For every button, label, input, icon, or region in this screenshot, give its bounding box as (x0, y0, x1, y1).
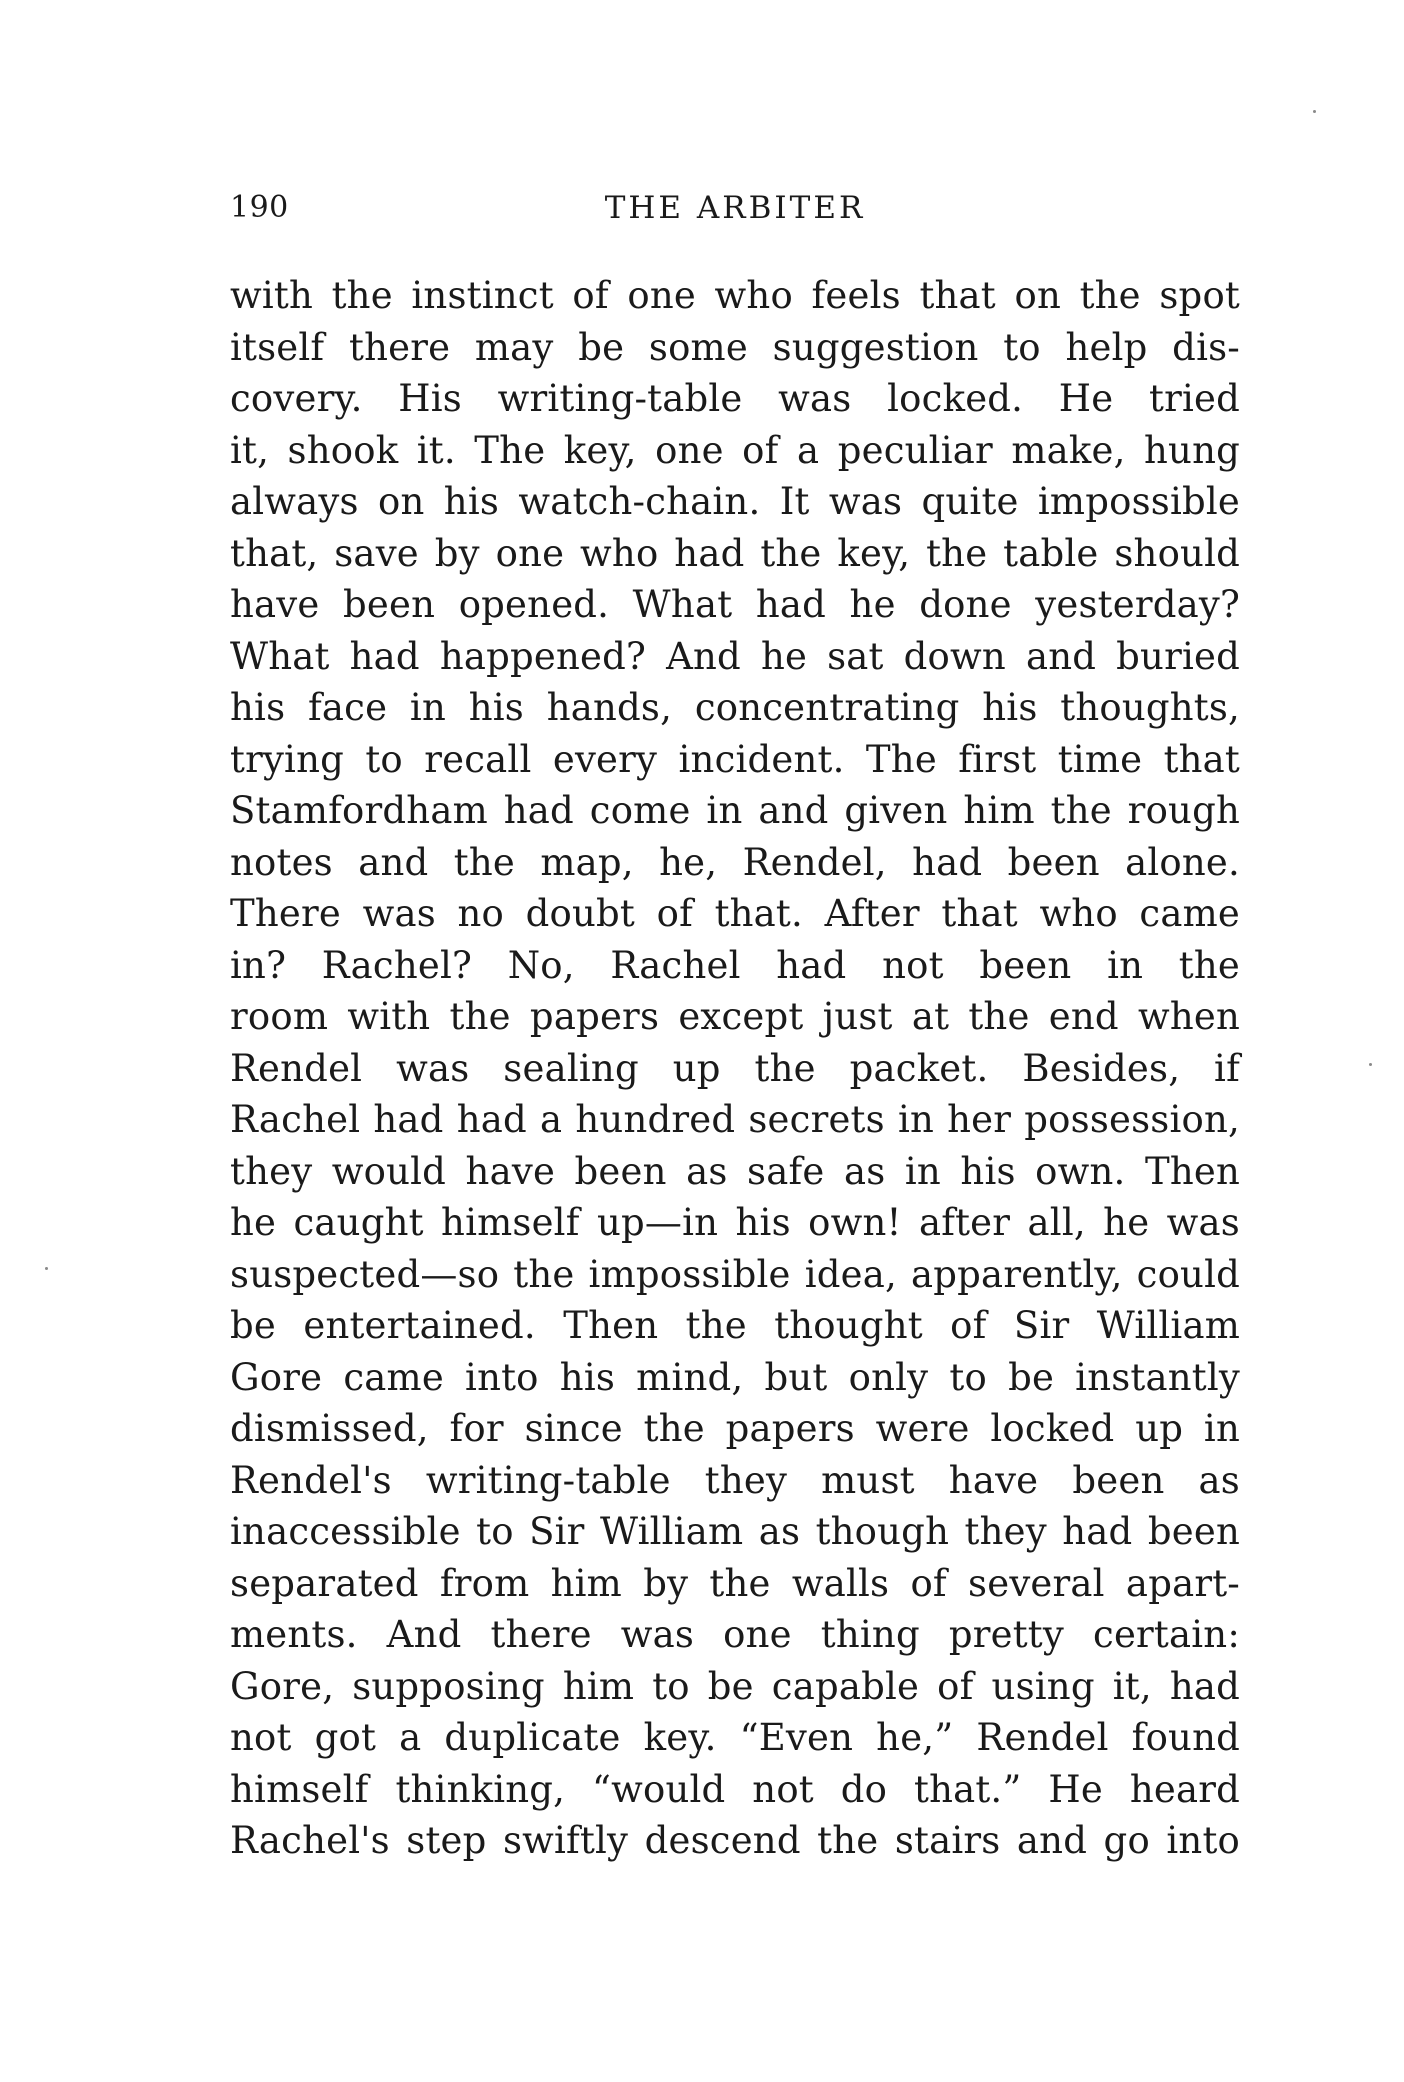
body-text (230, 270, 1240, 1867)
text-line: Gore came into his mind, but only to be instantly (230, 1355, 1240, 1399)
text-line: There was no doubt of that. After that who came (230, 892, 1240, 935)
running-title: THE ARBITER (604, 190, 866, 226)
text-line: Rachel had had a hundred secrets in her possession, (230, 1098, 1240, 1141)
running-head (230, 190, 1240, 230)
text-line: inaccessible to Sir William as though they had been (230, 1510, 1240, 1553)
text-line: his face in his hands, concentrating his thoughts, (230, 686, 1240, 729)
paper-speck (1313, 110, 1316, 113)
text-line: he caught himself up—in his own! after all, he was (230, 1201, 1240, 1244)
text-line: room with the papers except just at the end when (230, 995, 1240, 1038)
text-line: with the instinct of one who feels that on the spot (230, 274, 1240, 317)
text-line: What had happened? And he sat down and buried (230, 634, 1240, 678)
text-line: notes and the map, he, Rendel, had been alone. (230, 840, 1240, 884)
text-line: not got a duplicate key. “Even he,” Rendel found (230, 1716, 1240, 1759)
text-line: always on his watch-chain. It was quite impossible (230, 480, 1240, 523)
text-line: suspected—so the impossible idea, apparently, could (230, 1252, 1240, 1296)
text-line: separated from him by the walls of several apart- (230, 1561, 1240, 1605)
text-line: Rachel's step swiftly descend the stairs and go into (230, 1819, 1240, 1862)
text-line: be entertained. Then the thought of Sir William (230, 1304, 1240, 1347)
text-line: have been opened. What had he done yesterday? (230, 583, 1240, 626)
page-number: 190 (230, 190, 289, 225)
text-line: they would have been as safe as in his own. Then (230, 1149, 1240, 1193)
text-line: covery. His writing-table was locked. He tried (230, 377, 1240, 420)
text-line: itself there may be some suggestion to help dis- (230, 325, 1240, 369)
text-line: himself thinking, “would not do that.” He heard (230, 1767, 1240, 1811)
paper-speck (45, 1267, 48, 1270)
text-line: trying to recall every incident. The first time that (230, 737, 1240, 781)
text-line: Stamfordham had come in and given him the rough (230, 789, 1240, 832)
text-line: Rendel's writing-table they must have been as (230, 1458, 1240, 1502)
text-line: that, save by one who had the key, the table should (230, 531, 1240, 575)
text-line: ments. And there was one thing pretty certain: (230, 1613, 1240, 1656)
text-line: dismissed, for since the papers were locked up in (230, 1407, 1240, 1450)
text-line: Gore, supposing him to be capable of using it, had (230, 1664, 1240, 1708)
text-line: it, shook it. The key, one of a peculiar make, hung (230, 428, 1240, 472)
paper-speck (1369, 1063, 1372, 1066)
text-line: in? Rachel? No, Rachel had not been in the (230, 943, 1240, 987)
text-line: Rendel was sealing up the packet. Besides, if (230, 1046, 1240, 1090)
